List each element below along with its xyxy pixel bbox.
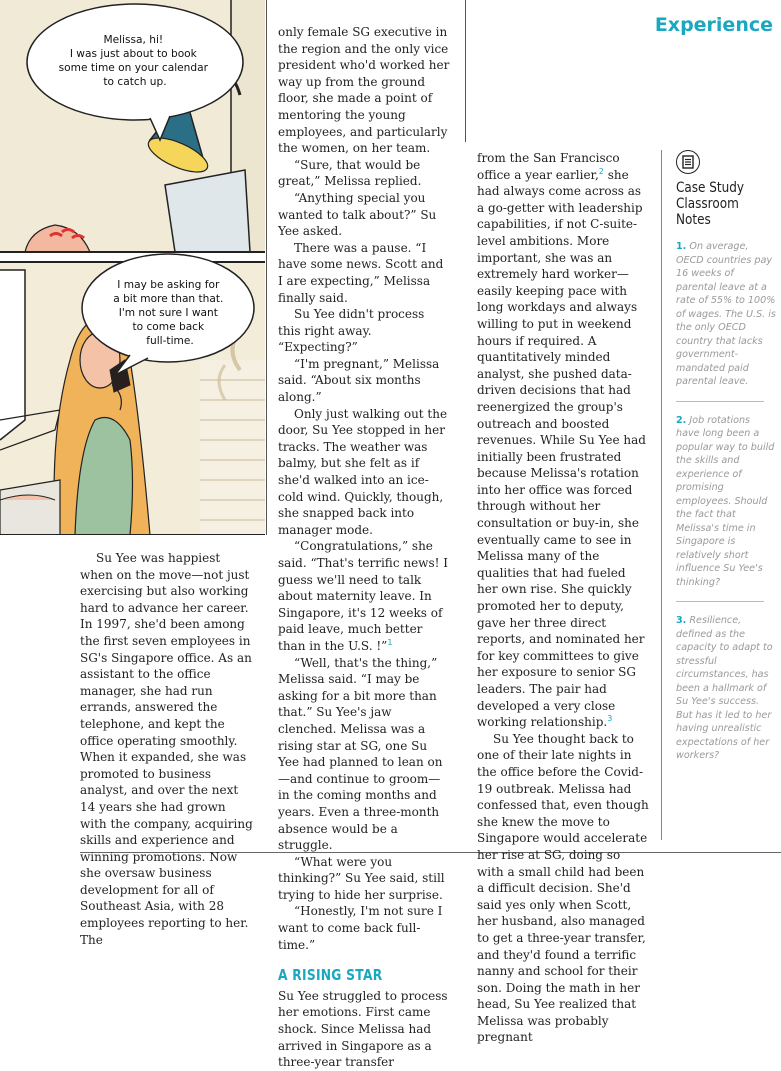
note-item bbox=[676, 614, 776, 763]
comic-illustration bbox=[0, 0, 265, 535]
paragraph: “Honestly, I'm not sure I want to come back full-time.” bbox=[278, 904, 443, 952]
classroom-notes bbox=[676, 150, 776, 763]
note-item bbox=[676, 414, 776, 590]
note-divider bbox=[676, 401, 764, 402]
paragraph: There was a pause. “I have some news. Scott and I are expecting,” Melissa finally said. bbox=[278, 240, 444, 305]
section-label: Experience bbox=[654, 14, 773, 36]
bubble2-line: full-time. bbox=[146, 335, 194, 347]
notes-title: Case Study Classroom Notes bbox=[676, 180, 745, 228]
column-rule bbox=[661, 150, 662, 840]
paragraph: “What were you thinking?” Su Yee said, still trying to hide her surprise. bbox=[278, 854, 445, 902]
note-number: 3. bbox=[676, 615, 687, 626]
column-rule bbox=[266, 0, 267, 535]
paragraph: only female SG executive in the region and the only vice president who'd worked her way up from the ground floor, she made a point of mentoring the young employees, and particularly the women, on her team. bbox=[278, 25, 450, 156]
bubble1-line: Melissa, hi! bbox=[103, 34, 164, 46]
article-column-3 bbox=[477, 150, 649, 1046]
bubble1-line: to catch up. bbox=[103, 76, 167, 88]
paragraph: Su Yee was happiest when on the move—not just exercising but also working hard to advance her career. In 1997, she'd been among the first seven employees in SG's Singapore office. As an assistant to the office manager, she had run errands, answered the telephone, and kept the office operating smoothly. When it expanded, she was promoted to business analyst, and over the next 14 years she had grown with the company, acquiring skills and experience and winning promotions. Now she oversaw business development for all of Southeast Asia, with 28 employees reporting to her. The bbox=[80, 551, 253, 947]
paragraph: “Well, that's the thing,” Melissa said. “I may be asking for a bit more than that.” Su Yee's jaw clenched. Melissa was a rising star at SG, one Su Yee had planned to lean on—and continue to groom—in the coming months and years. Even a three-month absence would be a struggle. bbox=[278, 655, 443, 853]
note-divider bbox=[676, 601, 764, 602]
footnote-marker[interactable]: 1 bbox=[387, 637, 393, 647]
paragraph-text: “Congratulations,” she said. “That's terrific news! I guess we'll need to talk about maternity leave. In Singapore, it's 12 weeks of paid leave, much better than in the U.S. !” bbox=[278, 539, 448, 653]
note-text: On average, OECD countries pay 16 weeks of parental leave at a rate of 55% to 100% of wages. The U.S. is the only OECD country that lacks government-mandated paid parental leave. bbox=[676, 241, 776, 387]
footnote-marker[interactable]: 3 bbox=[607, 714, 613, 724]
comic-panels bbox=[0, 0, 265, 535]
paragraph: Su Yee thought back to one of their late nights in the office before the Covid-19 outbreak. Melissa had confessed that, even though she knew the move to Singapore would accelerate her rise at SG, doing so with a small child had been a difficult decision. She'd said yes only when Scott, her husband, also managed to get a three-year transfer, and they'd found a terrific nanny and school for their son. Doing the math in her head, Su Yee realized that Melissa was probably pregnant bbox=[477, 731, 649, 1045]
paragraph: “I'm pregnant,” Melissa said. “About six months along.” bbox=[278, 356, 440, 405]
paragraph: Only just walking out the door, Su Yee stopped in her tracks. The weather was balmy, but she felt as if she'd walked into an ice-cold wind. Quickly, though, she snapped back into manager mode. bbox=[278, 406, 448, 537]
note-number: 2. bbox=[676, 414, 687, 426]
bubble2-line: I may be asking for bbox=[117, 279, 220, 291]
bubble2-line: I'm not sure I want bbox=[118, 307, 218, 319]
bubble2-line: a bit more than that. bbox=[113, 293, 224, 305]
note-text: Job rotations have long been a popular way to build the skills and experience of promising employees. Should the fact that Melissa's time in Singapore is relatively short influence Su Yee's thinking? bbox=[676, 414, 775, 588]
paragraph bbox=[278, 538, 450, 654]
paragraph: “Sure, that would be great,” Melissa replied. bbox=[278, 157, 422, 189]
note-text: Resilience, defined as the capacity to adapt to stressful circumstances, has been a hallmark of Su Yee's success. But has it led to her having unrealistic expectations of her workers? bbox=[676, 615, 773, 761]
paragraph: “Anything special you wanted to talk about?” Su Yee asked. bbox=[278, 190, 437, 239]
paragraph: Su Yee struggled to process her emotions. First came shock. Since Melissa had arrived in Singapore as a three-year transfer bbox=[278, 988, 448, 1070]
bubble1-line: I was just about to book bbox=[69, 48, 197, 60]
note-item bbox=[676, 240, 776, 389]
column-rule bbox=[465, 0, 466, 142]
bubble2-line: to come back bbox=[132, 321, 205, 333]
notes-icon bbox=[676, 150, 700, 174]
paragraph bbox=[477, 150, 649, 731]
footnote-marker[interactable]: 2 bbox=[598, 166, 604, 176]
paragraph-text: from the San Francisco office a year earlier, bbox=[477, 151, 620, 182]
paragraph-text: she had always come across as a go-getter with leadership capabilities, if not C-suite-level ambitions. More important, she was an extremely hard worker—easily keeping pace with long workdays and always willing to put in weekend hours if required. A quantitatively minded analyst, she pushed data-driven decisions that had reenergized the group's outreach and boosted revenues. While Su Yee had initially been frustrated because Melissa's rotation into her office was forced through without her consultation or buy-in, she eventually came to see in Melissa many of the qualities that had fueled her own rise. She quickly promoted her to deputy, gave her three direct reports, and nominated her for key committees to give her exposure to senior SG leaders. The pair had developed a very close working relationship. bbox=[477, 167, 646, 730]
section-heading: A RISING STAR bbox=[278, 966, 383, 985]
note-number: 1. bbox=[676, 241, 687, 252]
paragraph: Su Yee didn't process this right away. “Expecting?” bbox=[278, 307, 425, 355]
bubble1-line: some time on your calendar bbox=[58, 62, 208, 74]
article-column-1 bbox=[80, 550, 254, 948]
article-column-2 bbox=[278, 24, 450, 1071]
